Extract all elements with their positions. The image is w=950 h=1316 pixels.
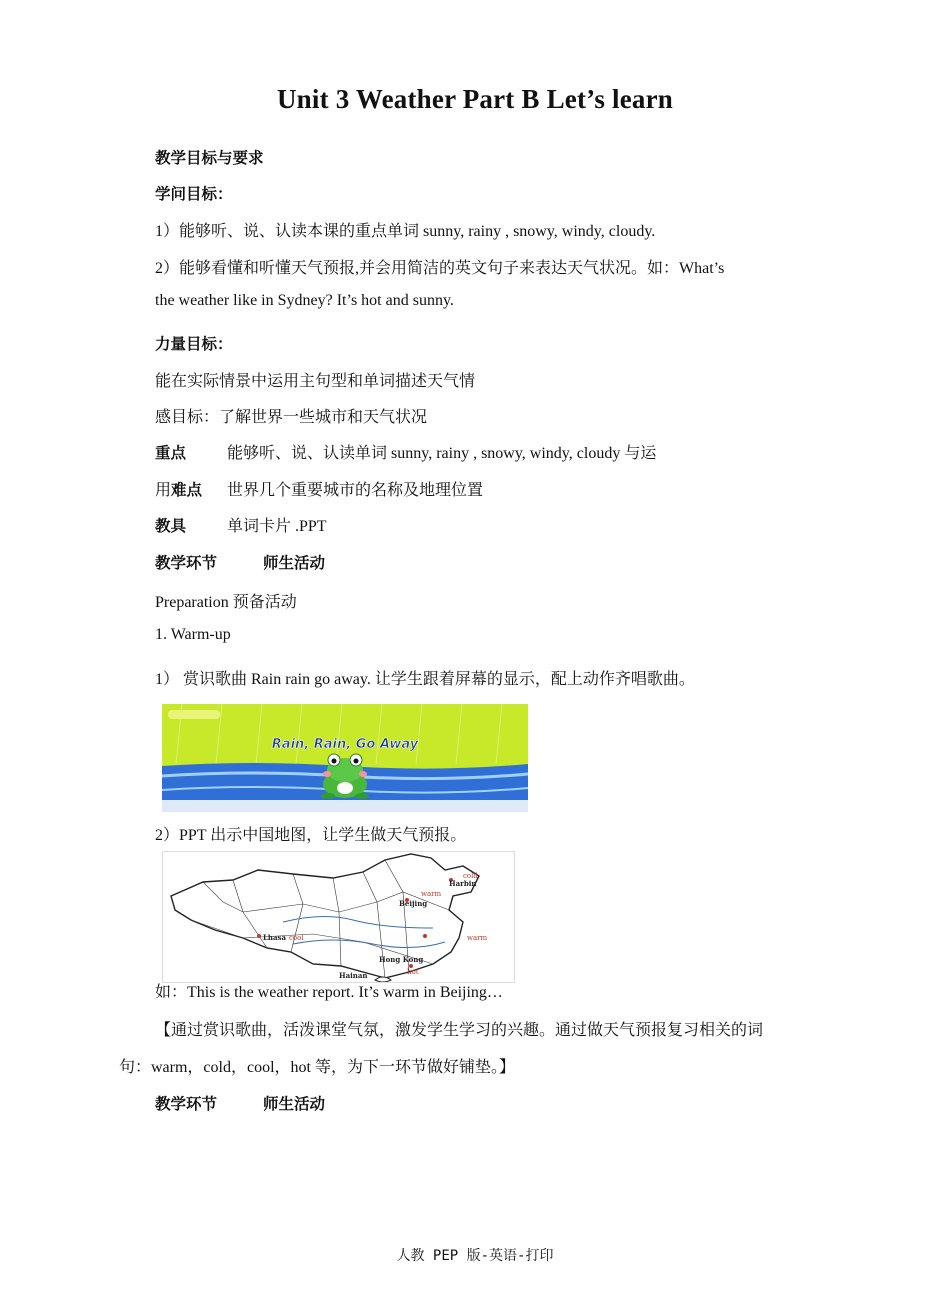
china-map-image [162, 851, 515, 983]
step-header-row-2 [155, 1092, 325, 1114]
step-label: 教学环节 [155, 554, 218, 572]
china-map [163, 852, 514, 982]
city-hongkong: Hong Kong [379, 955, 424, 964]
song-image [162, 704, 528, 812]
note-line-2: 句：warm，cold，cool，hot 等，为下一环节做好铺垫。】 [119, 1059, 515, 1076]
difficulty-prefix: 用 [155, 482, 172, 499]
objectives-heading: 教学目标与要求 [155, 149, 264, 167]
weather-harbin: cold [463, 872, 478, 880]
example-sentence: 如：This is the weather report. It’s warm in Beijing… [155, 984, 503, 1001]
weather-lhasa: cool [289, 934, 304, 942]
tools-text: 单词卡片 .PPT [227, 518, 327, 535]
city-harbin: Harbin [449, 879, 477, 888]
step-label-2: 教学环节 [155, 1095, 218, 1113]
difficulty-label-group [155, 477, 227, 500]
activity-label-2: 师生活动 [263, 1095, 326, 1113]
warmup-text: 1. Warm-up [155, 626, 231, 643]
weather-east: warm [467, 934, 488, 942]
step-header-row [155, 551, 325, 573]
knowledge-item-1: 1）能够听、说、认读本课的重点单词 sunny, rainy , snowy, windy, cloudy. [155, 223, 656, 240]
emotion-text: 感目标：了解世界一些城市和天气状况 [155, 409, 428, 426]
city-hainan: Hainan [339, 971, 368, 980]
song-instruction: 1） 赏识歌曲 Rain rain go away. 让学生跟着屏幕的显示，配上动作齐唱歌曲。 [155, 671, 695, 688]
knowledge-item-2b: the weather like in Sydney? It’s hot and sunny. [155, 292, 454, 309]
ppt-map-instruction: 2）PPT 出示中国地图，让学生做天气预报。 [155, 827, 467, 844]
ability-heading: 力量目标： [155, 335, 233, 353]
ability-text: 能在实际情景中运用主句型和单词描述天气情 [155, 373, 476, 390]
knowledge-heading: 学问目标： [155, 185, 233, 203]
key-points-row [155, 440, 656, 463]
page-title: Unit 3 Weather Part B Let’s learn [276, 84, 674, 114]
tools-row [155, 513, 327, 536]
city-lhasa: Lhasa [263, 933, 287, 942]
weather-hainan: hot [407, 968, 419, 976]
note-line-1: 【通过赏识歌曲，活泼课堂气氛，激发学生学习的兴趣。通过做天气预报复习相关的词 [155, 1022, 764, 1039]
page-footer: 人教 PEP 版-英语-打印 [396, 1248, 554, 1264]
activity-label: 师生活动 [263, 554, 326, 572]
difficulty-row [155, 477, 483, 500]
preparation-text: Preparation 预备活动 [155, 594, 297, 611]
key-points-label: 重点 [155, 444, 187, 462]
tools-label: 教具 [155, 517, 187, 535]
weather-beijing: warm [421, 890, 442, 898]
key-points-text: 能够听、说、认读单词 sunny, rainy , snowy, windy, cloudy 与运 [227, 445, 657, 462]
frog-icon [321, 754, 369, 799]
song-caption: Rain, Rain, Go Away [271, 737, 419, 752]
city-beijing: Beijing [399, 899, 428, 908]
knowledge-item-2a: 2）能够看懂和听懂天气预报,并会用简洁的英文句子来表达天气状况。如：What’s [155, 260, 725, 277]
song-illustration [162, 704, 528, 812]
difficulty-label: 难点 [171, 481, 203, 499]
difficulty-text: 世界几个重要城市的名称及地理位置 [227, 482, 484, 499]
